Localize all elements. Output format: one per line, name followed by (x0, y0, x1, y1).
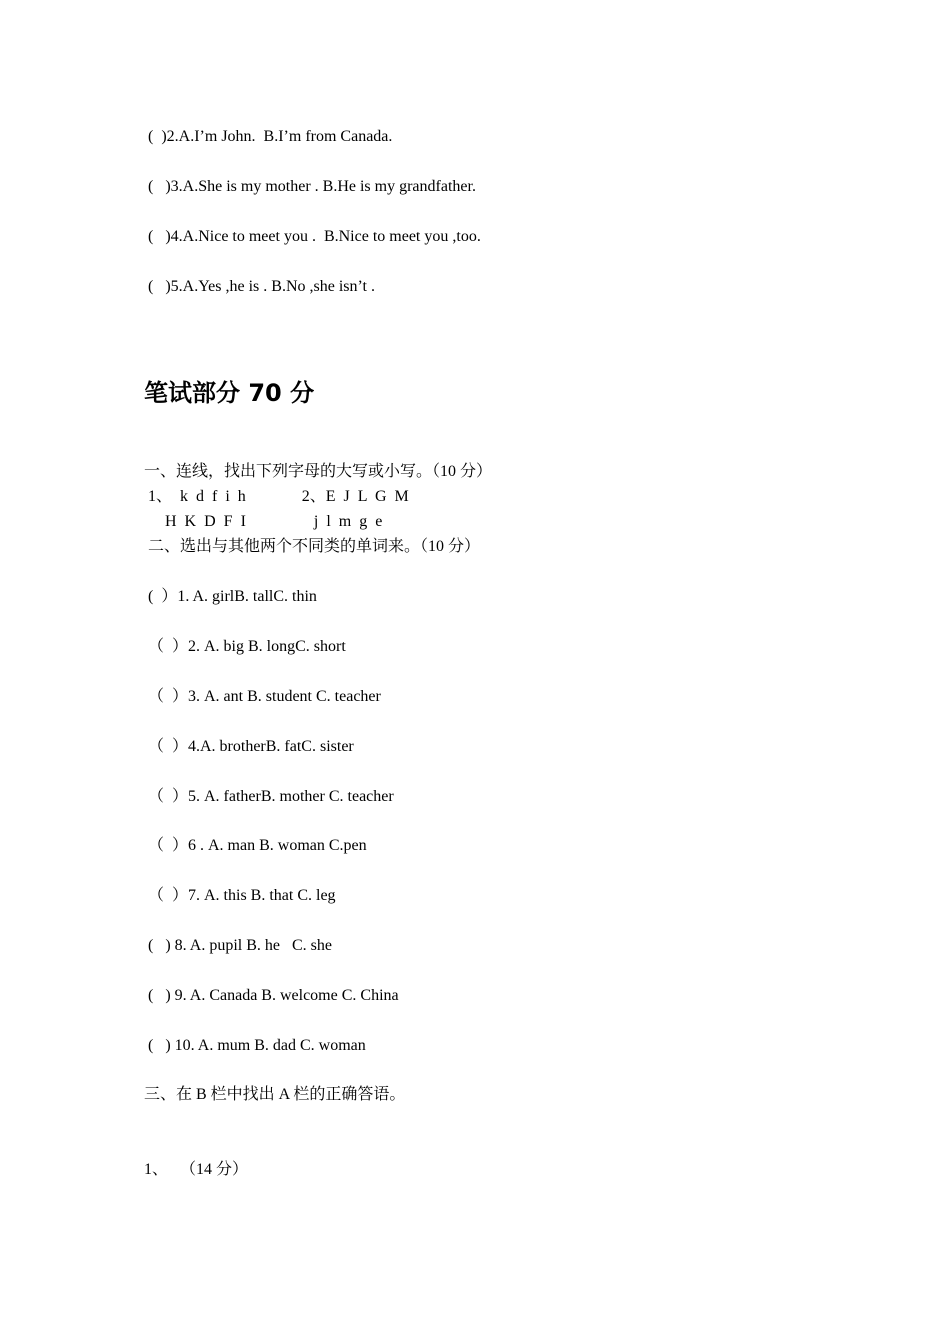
section2-item-3: （ ）3. A. ant B. student C. teacher (148, 688, 381, 705)
written-section-heading: 笔试部分 70 分 (144, 379, 315, 407)
section2-title: 二、选出与其他两个不同类的单词来。（10 分） (148, 538, 481, 555)
section2-item-8: ( ) 8. A. pupil B. he C. she (148, 937, 332, 954)
section2-item-5: （ ）5. A. fatherB. mother C. teacher (148, 788, 394, 805)
section2-item-2: （ ）2. A. big B. longC. short (148, 638, 346, 655)
listening-item-4: ( )4.A.Nice to meet you . B.Nice to meet you ,too. (148, 228, 481, 245)
section3-title: 三、在 B 栏中找出 A 栏的正确答语。 (144, 1086, 406, 1103)
section2-item-1: ( ）1. A. girlB. tallC. thin (148, 588, 317, 605)
listening-item-5: ( )5.A.Yes ,he is . B.No ,she isn’t . (148, 278, 375, 295)
section2-item-4: （ ）4.A. brotherB. fatC. sister (148, 738, 354, 755)
section3-subheading: 1、 （14 分） (144, 1161, 249, 1178)
section1-title: 一、连线，找出下列字母的大写或小写。（10 分） (144, 463, 493, 480)
section1-letters-row1: 1、 k d f i h 2、E J L G M (148, 488, 409, 505)
section2-item-9: ( ) 9. A. Canada B. welcome C. China (148, 987, 399, 1004)
section2-item-7: （ ）7. A. this B. that C. leg (148, 887, 336, 904)
section1-letters-row2: H K D F I j l m g e (165, 513, 383, 530)
section2-item-6: （ ）6 . A. man B. woman C.pen (148, 837, 367, 854)
listening-item-2: ( )2.A.I’m John. B.I’m from Canada. (148, 128, 393, 145)
section2-item-10: ( ) 10. A. mum B. dad C. woman (148, 1037, 366, 1054)
listening-item-3: ( )3.A.She is my mother . B.He is my grandfather. (148, 178, 476, 195)
